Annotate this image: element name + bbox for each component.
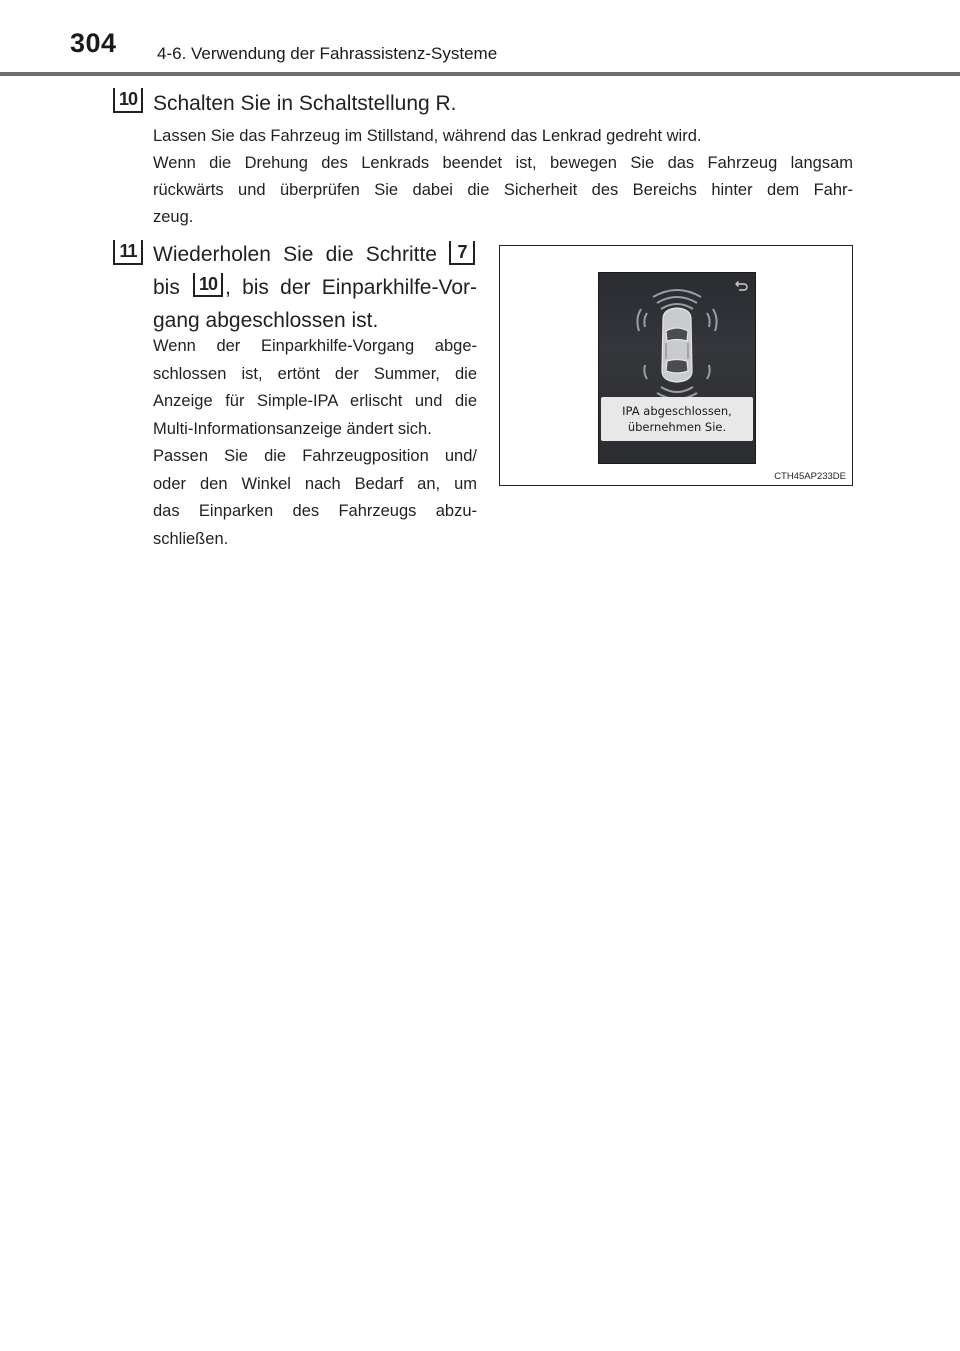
car-top-view [662,308,692,382]
header-rule [0,72,960,76]
step-10-paragraph-2-line-3: zeug. [153,208,194,226]
step-11-para-2-line-2: oder den Winkel nach Bedarf an, um [153,474,477,493]
step-10-paragraph-2-line-2: rückwärts und überprüfen Sie dabei die Sicherheit des Bereichs hinter dem Fahr- [153,181,853,199]
step-badge-10: 10 [113,88,143,113]
step-11-para-2-line-3: das Einparken des Fahrzeugs abzu- [153,502,477,520]
step-11-para-1-line-3: Anzeige für Simple-IPA erlischt und die [153,392,477,410]
message-line-1: IPA abgeschlossen, [622,404,732,418]
step-11-body [153,333,477,553]
step-11-para-2-line-4: schließen. [153,529,229,548]
step-11-heading-line-2-post: , bis der Einparkhilfe-Vor- [225,276,477,299]
image-code: CTH45AP233DE [774,471,846,482]
step-11-heading-line-1 [153,238,437,271]
multi-information-display [598,272,756,464]
step-11-para-1-line-1: Wenn der Einparkhilfe-Vorgang abge- [153,337,477,355]
ipa-message-box [601,397,753,441]
vehicle-sensor-icon [599,283,755,403]
page-number: 304 [70,28,117,58]
message-line-2: übernehmen Sie. [627,420,727,434]
step-11-heading-line-2-pre: bis [153,276,180,299]
step-10-paragraph-1: Lassen Sie das Fahrzeug im Stillstand, während das Lenkrad gedreht wird. [153,127,702,145]
step-10-heading: Schalten Sie in Schaltstellung R. [153,92,457,115]
ref-badge-10: 10 [193,273,223,297]
step-11-para-1-line-4: Multi-Informationsanzeige ändert sich. [153,419,432,438]
section-title: 4-6. Verwendung der Fahrassistenz-Systeme [157,44,498,63]
step-badge-11: 11 [113,240,143,265]
step-11-heading-line-3: gang abgeschlossen ist. [153,309,379,332]
step-11-para-1-line-2: schlossen ist, ertönt der Summer, die [153,364,477,383]
ref-badge-7: 7 [449,241,475,265]
figure-frame [499,245,853,486]
step-10-body [153,123,853,231]
step-11-para-2-line-1: Passen Sie die Fahrzeugposition und/ [153,447,477,465]
step-11-heading-line-1-text: Wiederholen Sie die Schritte [153,243,437,266]
step-10-paragraph-2-line-1: Wenn die Drehung des Lenkrads beendet ist, bewegen Sie das Fahrzeug langsam [153,154,853,172]
